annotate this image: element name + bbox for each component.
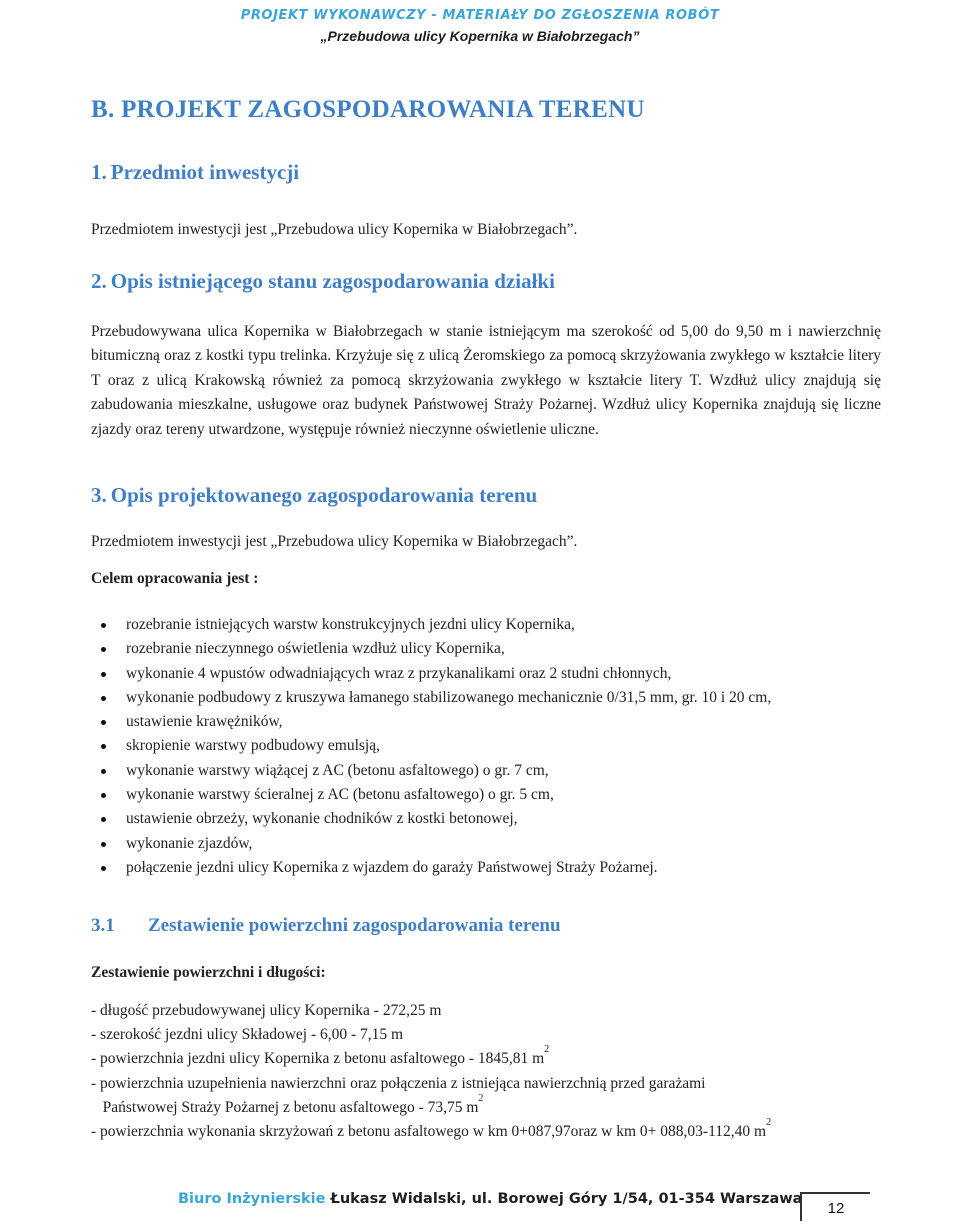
section-2-heading <box>91 269 555 294</box>
list-item: ustawienie obrzeży, wykonanie chodników z kostki betonowej, <box>91 807 771 831</box>
bullet-icon <box>101 842 106 847</box>
section-3-text: Przedmiotem inwestycji jest „Przebudowa ulicy Kopernika w Białobrzegach”. <box>91 533 578 550</box>
list-item: ustawienie krawężników, <box>91 710 771 734</box>
page-number: 12 <box>800 1192 870 1221</box>
list-item: wykonanie 4 wpustów odwadniających wraz z przykanalikami oraz 2 studni chłonnych, <box>91 662 771 686</box>
running-header-title: PROJEKT WYKONAWCZY - MATERIAŁY DO ZGŁOSZENIA ROBÓT <box>240 8 720 23</box>
list-item: wykonanie warstwy ścieralnej z AC (betonu asfaltowego) o gr. 5 cm, <box>91 783 771 807</box>
list-item: skropienie warstwy podbudowy emulsją, <box>91 734 771 758</box>
section-3-title: Opis projektowanego zagospodarowania terenu <box>110 483 538 507</box>
dimension-line: - powierzchnia uzupełnienia nawierzchni oraz połączenia z istniejąca nawierzchnią przed garażami <box>91 1074 706 1092</box>
bullet-icon <box>101 672 106 677</box>
section-3-1-heading <box>91 915 561 937</box>
bullet-icon <box>101 647 106 652</box>
dimension-line: Państwowej Straży Pożarnej z betonu asfaltowego - 73,75 $m^2$ <box>91 1092 484 1116</box>
dimension-line: - powierzchnia jezdni ulicy Kopernika z betonu asfaltowego - 1845,81 $m^2$ <box>91 1044 550 1068</box>
bullet-icon <box>101 720 106 725</box>
section-3-1-title: Zestawienie powierzchni zagospodarowania terenu <box>148 915 561 936</box>
running-header-subtitle: „Przebudowa ulicy Kopernika w Białobrzegach” <box>320 28 640 44</box>
footer-brand: Biuro Inżynierskie <box>178 1191 326 1207</box>
section-2-paragraph: Przebudowywana ulica Kopernika w Białobrzegach w stanie istniejącym ma szerokość od 5,00 do 9,50 m i nawierzchnię bitumiczną oraz z kostki typu trelinka. Krzyżuje się z ulicą Żeromskiego za pomocą skrzyżowania zwykłego w kształcie litery T oraz z ulicą Krakowską również za pomocą skrzyżowania zwykłego w kształcie litery T. Wzdłuż ulicy znajdują się zabudowania mieszkalne, usługowe oraz budynek Państwowej Straży Pożarnej. Wzdłuż ulicy Kopernika znajdują się liczne zjazdy oraz tereny utwardzone, występuje również nieczynne oświetlenie uliczne. <box>91 323 881 438</box>
section-b-heading: B. PROJEKT ZAGOSPODAROWANIA TERENU <box>91 96 645 123</box>
bullet-icon <box>101 623 106 628</box>
footer-address-text: Łukasz Widalski, ul. Borowej Góry 1/54, 01-354 Warszawa <box>325 1191 803 1207</box>
list-item: rozebranie nieczynnego oświetlenia wzdłuż ulicy Kopernika, <box>91 637 771 661</box>
bullet-icon <box>101 817 106 822</box>
bullet-icon <box>101 769 106 774</box>
section-3-heading <box>91 483 537 508</box>
section-2-title: Opis istniejącego stanu zagospodarowania działki <box>110 269 555 293</box>
section-3-1-number: 3.1 <box>91 915 115 936</box>
dimension-line: - długość przebudowywanej ulicy Kopernika - 272,25 m <box>91 1002 442 1019</box>
goals-list <box>91 613 771 880</box>
dimension-line: - szerokość jezdni ulicy Składowej - 6,00 - 7,15 m <box>91 1026 404 1044</box>
list-item: wykonanie warstwy wiążącej z AC (betonu asfaltowego) o gr. 7 cm, <box>91 759 771 783</box>
section-2-number: 2. <box>91 269 107 293</box>
section-1-number: 1. <box>91 160 107 184</box>
dimensions-list <box>91 999 771 1144</box>
bullet-icon <box>101 866 106 871</box>
bullet-icon <box>101 744 106 749</box>
list-item: rozebranie istniejących warstw konstrukcyjnych jezdni ulicy Kopernika, <box>91 613 771 637</box>
section-1-heading <box>91 160 299 185</box>
summary-subtitle: Zestawienie powierzchni i długości: <box>91 964 326 981</box>
section-3-number: 3. <box>91 483 107 507</box>
dimension-line: - powierzchnia wykonania skrzyżowań z betonu asfaltowego w km 0+087,97oraz w km 0+ 088,03-112,40 $m^2$ <box>91 1116 772 1140</box>
footer-address <box>178 1191 802 1207</box>
bullet-icon <box>101 793 106 798</box>
list-item: wykonanie zjazdów, <box>91 832 771 856</box>
list-item: wykonanie podbudowy z kruszywa łamanego stabilizowanego mechanicznie 0/31,5 mm, gr. 10 i 20 cm, <box>91 686 771 710</box>
section-1-text: Przedmiotem inwestycji jest „Przebudowa ulicy Kopernika w Białobrzegach”. <box>91 221 578 238</box>
section-1-title: Przedmiot inwestycji <box>110 160 300 184</box>
bullet-icon <box>101 696 106 701</box>
list-item: połączenie jezdni ulicy Kopernika z wjazdem do garaży Państwowej Straży Pożarnej. <box>91 856 771 880</box>
goal-label: Celem opracowania jest : <box>91 570 259 587</box>
